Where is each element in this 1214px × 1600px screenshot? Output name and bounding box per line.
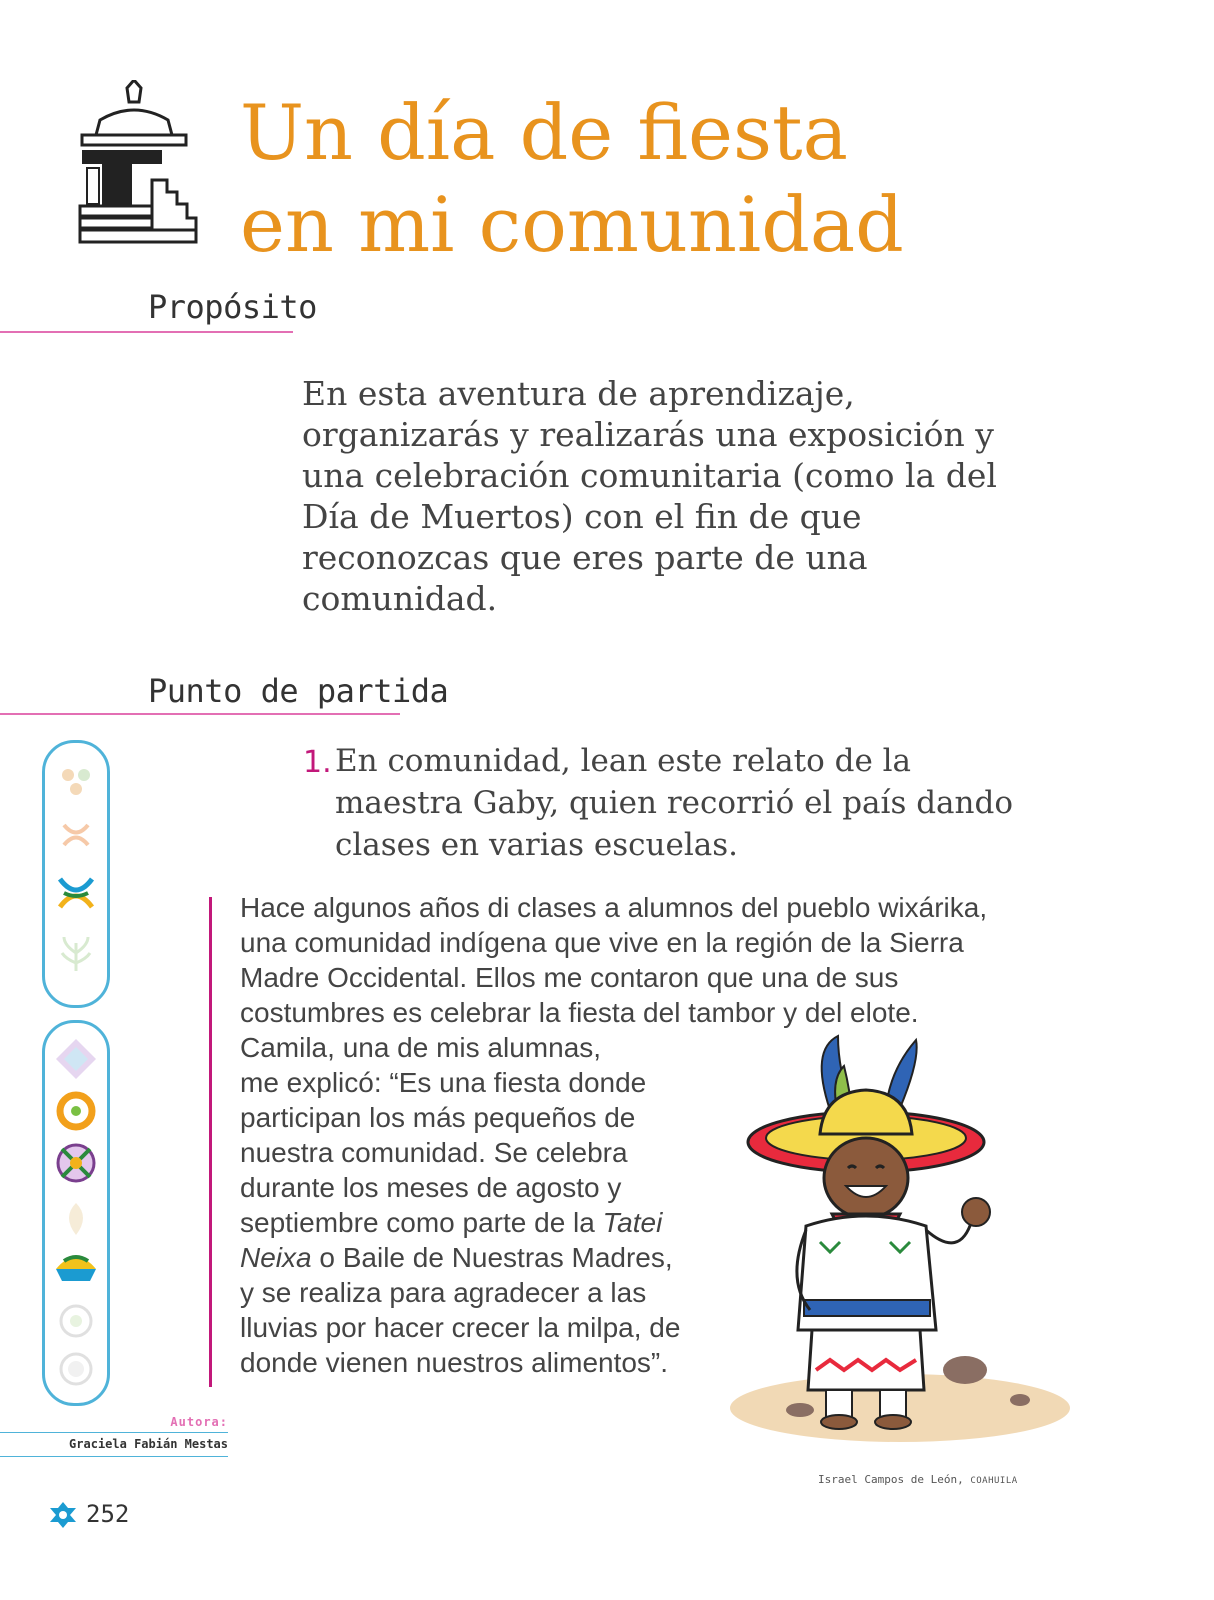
page-title-line-2: en mi comunidad xyxy=(240,180,904,269)
illustrator-name: Israel Campos de León, xyxy=(818,1473,971,1486)
circle-pattern-icon xyxy=(56,1301,96,1341)
wixarika-child-illustration xyxy=(720,1030,1070,1450)
story-text: septiembre como parte de la xyxy=(240,1207,603,1238)
story-line: una comunidad indígena que vive en la región de la Sierra xyxy=(240,927,964,958)
starting-point-divider xyxy=(0,713,400,715)
starting-point-heading: Punto de partida xyxy=(148,672,449,710)
purpose-divider xyxy=(0,331,293,333)
author-label: Autora: xyxy=(170,1415,228,1429)
lotus-icon xyxy=(56,1199,96,1239)
story-line: nuestra comunidad. Se celebra xyxy=(240,1137,628,1168)
story-line: Hace algunos años di clases a alumnos del pueblo wixárika, xyxy=(240,892,988,923)
author-name: Graciela Fabián Mestas xyxy=(69,1437,228,1451)
illustration-credit xyxy=(818,1473,1018,1486)
story-line: Madre Occidental. Ellos me contaron que una de sus xyxy=(240,962,899,993)
star-icon xyxy=(54,1037,98,1081)
fan-icon xyxy=(54,1249,98,1285)
activity-instruction: En comunidad, lean este relato de la maestra Gaby, quien recorrió el país dando clases en varias escuelas. xyxy=(335,743,1014,863)
story-line: donde vienen nuestros alimentos”. xyxy=(240,1347,669,1378)
author-divider xyxy=(0,1456,228,1457)
section-icon-capsule-top xyxy=(42,740,110,1008)
story-line xyxy=(240,1205,740,1240)
story-line xyxy=(240,1240,740,1275)
section-icon-capsule-bottom xyxy=(42,1020,110,1406)
story-line: participan los más pequeños de xyxy=(240,1102,636,1133)
story-italic-text: Tatei xyxy=(602,1207,663,1238)
dancer-icon xyxy=(56,815,96,855)
story-line: costumbres es celebrar la fiesta del tambor y del elote. xyxy=(240,997,919,1028)
illustrator-state: COAHUILA xyxy=(970,1476,1018,1486)
spiral-icon xyxy=(54,1089,98,1133)
story-quote-narrow xyxy=(240,1030,740,1380)
story-italic-text: Neixa xyxy=(240,1242,312,1273)
circle-pattern-icon xyxy=(56,1349,96,1389)
story-text: o Baile de Nuestras Madres, xyxy=(311,1242,673,1273)
story-line: y se realiza para agradecer a las xyxy=(240,1277,647,1308)
page-title-line-1: Un día de fiesta xyxy=(240,88,848,177)
story-line: Camila, una de mis alumnas, xyxy=(240,1032,602,1063)
people-icon xyxy=(54,871,98,915)
quote-bar xyxy=(209,897,212,1387)
page-ornament-icon xyxy=(48,1500,78,1530)
activity-number: 1. xyxy=(303,745,332,780)
woven-pattern-icon xyxy=(54,1141,98,1185)
story-line: durante los meses de agosto y xyxy=(240,1172,622,1203)
purpose-heading: Propósito xyxy=(148,288,317,326)
purpose-text: En esta aventura de aprendizaje, organizarás y realizarás una exposición y una celebración comunitaria (como la del Día de Muertos) con el fin de que reconozcas que eres parte de una comunidad. xyxy=(302,374,997,618)
page-number: 252 xyxy=(86,1500,130,1528)
flower-icon xyxy=(56,761,96,801)
author-divider xyxy=(0,1432,228,1433)
plant-icon xyxy=(56,931,96,975)
story-line: me explicó: “Es una fiesta donde xyxy=(240,1067,647,1098)
pyramid-icon xyxy=(72,80,202,245)
story-quote-wide xyxy=(240,890,1080,1030)
story-line: lluvias por hacer crecer la milpa, de xyxy=(240,1312,681,1343)
